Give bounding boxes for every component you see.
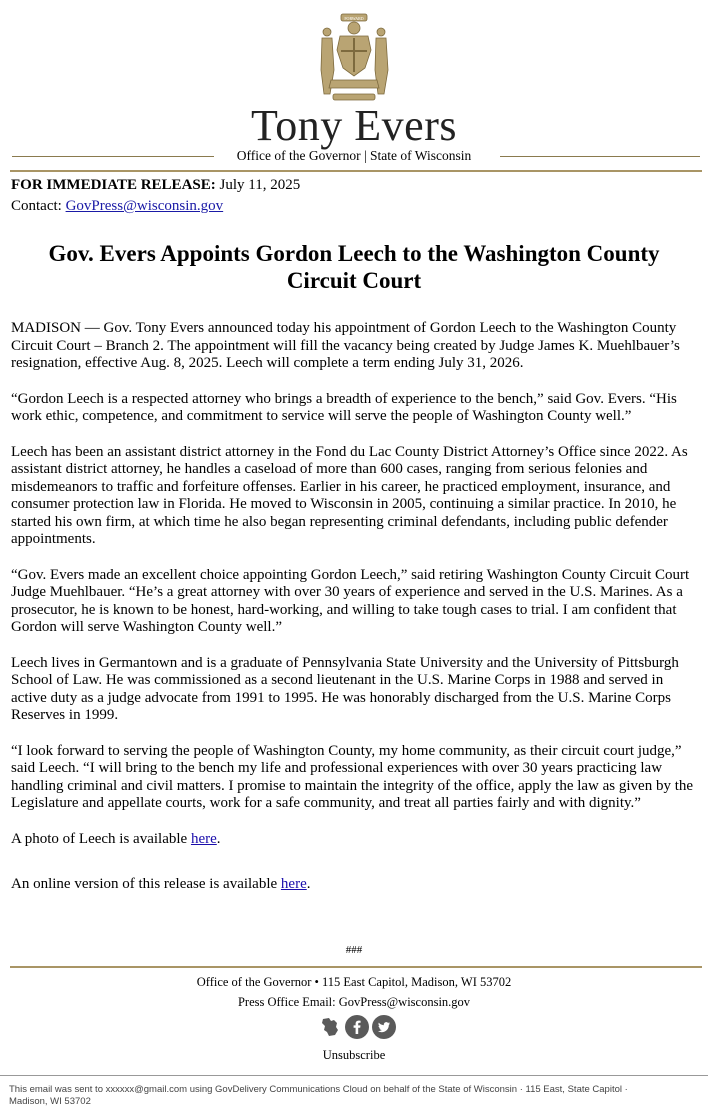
photo-line [11, 831, 701, 849]
wisconsin-map-icon[interactable] [318, 1015, 342, 1039]
paragraph: Leech has been an assistant district attorney in the Fond du Lac County District Attorney’s Office since 2022. As assistant district attorney, he handles a caseload of more than 600 cases, ranging from serious felonies and misdemeanors to traffic and forfeiture offenses. Earlier in his career, he practiced employment, insurance, and consumer protection law in Florida. He moved to Wisconsin in 2005, continuing a similar practice. In 2010, he started his own firm, at which time he also began representing criminal defendants, including public defender appointments. [11, 443, 688, 547]
paragraph: Leech lives in Germantown and is a graduate of Pennsylvania State University and the University of Pittsburgh School of Law. He was commissioned as a second lieutenant in the U.S. Marine Corps in 1988 and served in active duty as a judge advocate from 1991 to 1995. He was honorably discharged from the U.S. Marine Corps Reserves in 1999. [11, 654, 679, 723]
paragraph: “Gov. Evers made an excellent choice appointing Gordon Leech,” said retiring Washington County Circuit Court Judge Muehlbauer. “He’s a great attorney with over 30 years of experience and served in the U.S. Marines. As a prosecutor, he is known to be honest, hard-working, and willing to take tough cases to trial. I am confident that Gordon will serve Washington County well.” [11, 566, 690, 635]
footer-divider [10, 966, 702, 968]
online-version-link[interactable]: here [280, 876, 307, 892]
footer-press-email: Press Office Email: GovPress@wisconsin.gov [237, 995, 471, 1009]
disclaimer-divider [0, 1075, 708, 1076]
header-divider [10, 170, 702, 172]
contact-line [11, 198, 223, 215]
photo-line-text: A photo of Leech is available [11, 830, 191, 847]
office-subtitle [0, 148, 708, 164]
release-line [11, 175, 300, 195]
facebook-icon[interactable] [345, 1015, 369, 1039]
photo-line-period: . [216, 830, 221, 847]
paragraph: “Gordon Leech is a respected attorney who brings a breadth of experience to the bench,” said Gov. Evers. “His work ethic, competence, and commitment to service will serve the people of Washington County well.” [11, 390, 677, 424]
state-name: State of Wisconsin [370, 148, 472, 163]
wisconsin-seal-icon [313, 10, 395, 102]
end-mark: ### [345, 944, 363, 956]
contact-label: Contact: [11, 198, 62, 214]
separator: | [363, 148, 367, 163]
online-line-period: . [306, 876, 311, 892]
paragraph: MADISON — Gov. Tony Evers announced today his appointment of Gordon Leech to the Washington County Circuit Court – Branch 2. The appointment will fill the vacancy being created by Judge James K. Muehlbauer’s resignation, effective Aug. 8, 2025. Leech will complete a term ending July 31, 2026. [11, 320, 680, 371]
delivery-disclaimer: This email was sent to xxxxxx@gmail.com using GovDelivery Communications Cloud on behalf of the State of Wisconsin · 115 East, State Capitol · Madison, WI 53702 [9, 1084, 628, 1107]
photo-link[interactable]: here [190, 830, 217, 847]
governor-name: Tony Evers [251, 101, 457, 150]
headline: Gov. Evers Appoints Gordon Leech to the Washington County Circuit Court [48, 241, 660, 293]
social-links [318, 1015, 398, 1043]
twitter-icon[interactable] [372, 1015, 396, 1039]
unsubscribe-link[interactable]: Unsubscribe [322, 1048, 386, 1062]
online-line [11, 876, 701, 894]
release-body [11, 320, 701, 912]
footer-address: Office of the Governor • 115 East Capitol, Madison, WI 53702 [196, 975, 512, 989]
svg-text:FORWARD: FORWARD [344, 16, 364, 21]
contact-email-link[interactable]: GovPress@wisconsin.gov [65, 198, 224, 214]
release-label: FOR IMMEDIATE RELEASE: [11, 177, 216, 193]
release-date: July 11, 2025 [219, 177, 301, 193]
paragraph: “I look forward to serving the people of Washington County, my home community, as their circuit court judge,” said Leech. “I will bring to the bench my life and professional experiences with over 30 years practicing law handling criminal and civil matters. I promise to maintain the integrity of the office, apply the law as given by the Legislature and appellate courts, work for a safe community, and treat all parties fairly and with dignity.” [11, 742, 694, 811]
online-line-text: An online version of this release is available [11, 876, 281, 892]
office-name: Office of the Governor [236, 148, 361, 163]
